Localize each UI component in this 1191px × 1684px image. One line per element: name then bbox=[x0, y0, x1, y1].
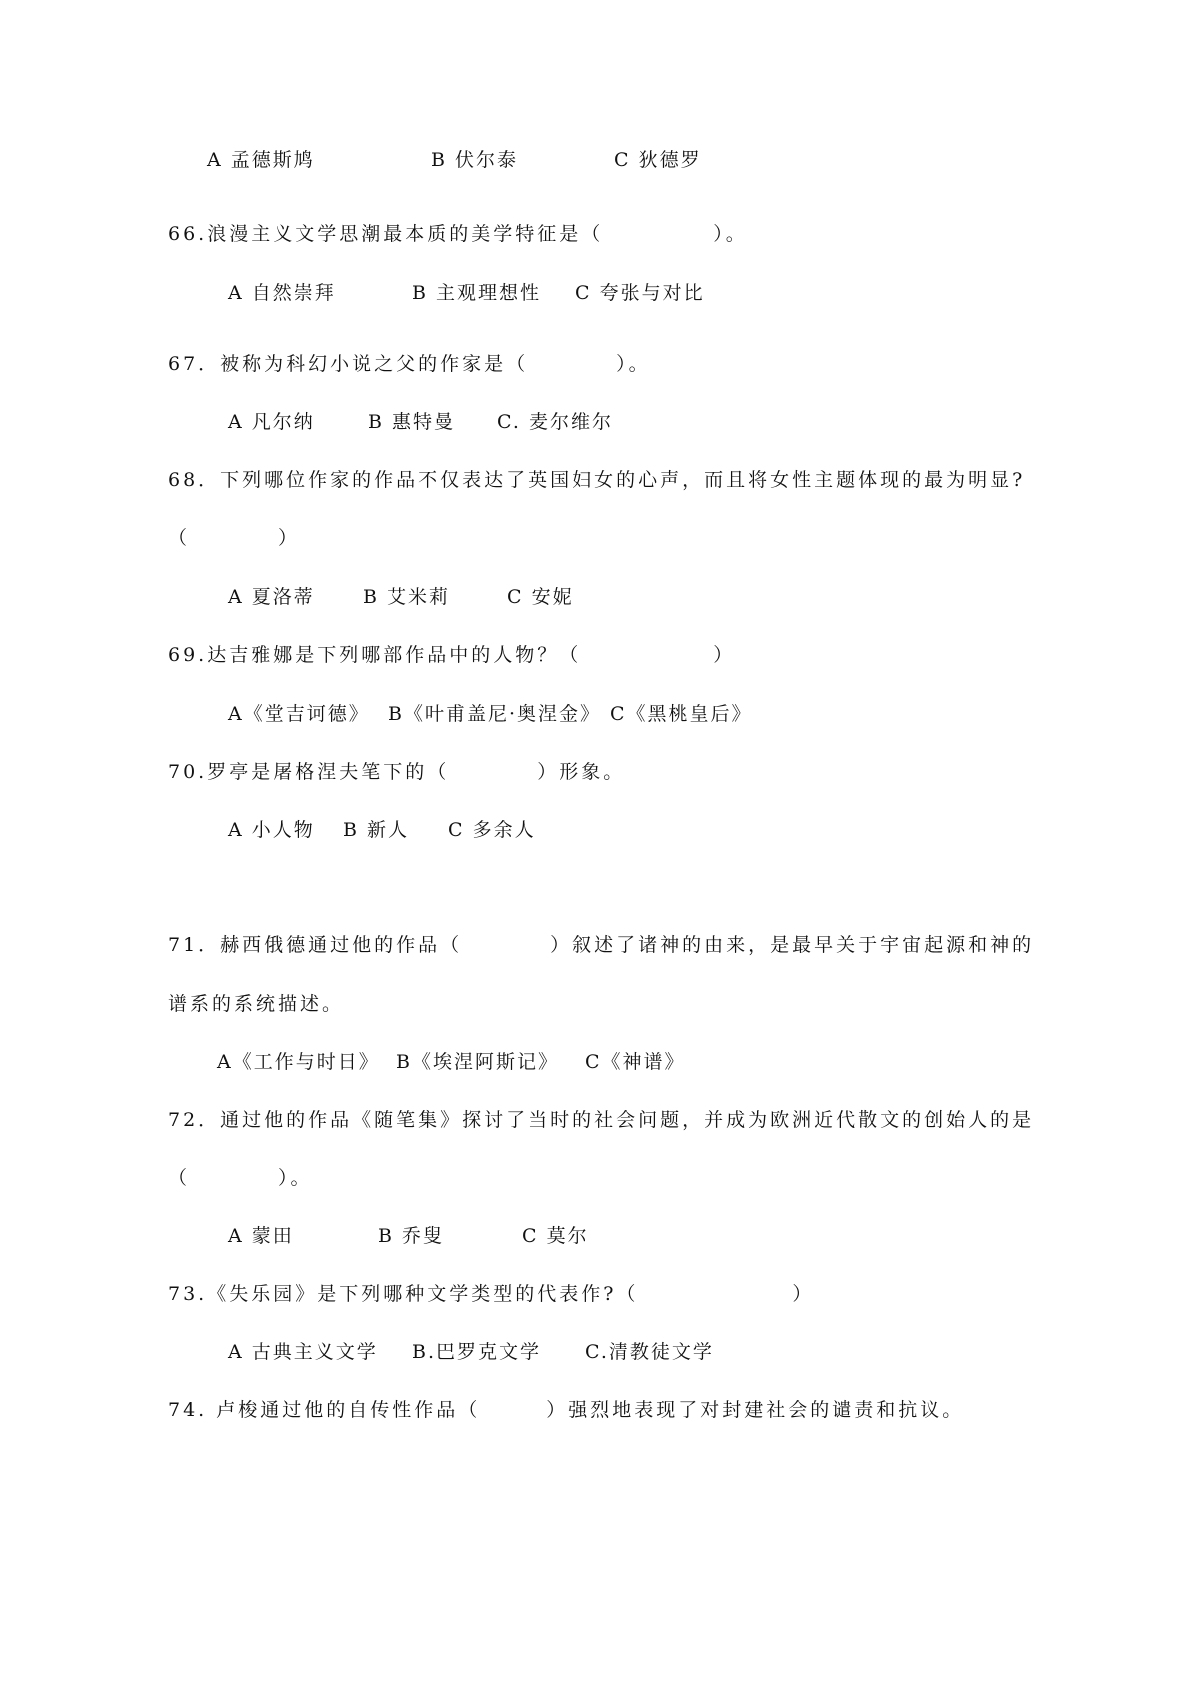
q74-stem: 74. 卢梭通过他的自传性作品（ ）强烈地表现了对封建社会的谴责和抗议。 bbox=[168, 1399, 965, 1421]
q66-option-c: C 夸张与对比 bbox=[575, 282, 705, 304]
q73-option-b: B.巴罗克文学 bbox=[412, 1341, 542, 1363]
q71-stem: 71．赫西俄德通过他的作品（ ）叙述了诸神的由来，是最早关于宇宙起源和神的 bbox=[168, 934, 1035, 956]
q72-option-c: C 莫尔 bbox=[522, 1225, 589, 1247]
q67-stem: 67．被称为科幻小说之父的作家是（ ）。 bbox=[168, 353, 651, 375]
q67-option-c: C. 麦尔维尔 bbox=[497, 411, 613, 433]
q65-option-b: B 伏尔泰 bbox=[431, 149, 519, 171]
q71-stem-cont: 谱系的系统描述。 bbox=[168, 993, 345, 1015]
q68-stem-blank: （ ） bbox=[168, 527, 301, 549]
q65-option-a: A 孟德斯鸠 bbox=[207, 149, 315, 171]
q67-option-a: A 凡尔纳 bbox=[228, 411, 315, 433]
q73-option-c: C.清教徒文学 bbox=[585, 1341, 714, 1363]
q68-option-a: A 夏洛蒂 bbox=[228, 586, 315, 608]
q72-option-a: A 蒙田 bbox=[228, 1225, 294, 1247]
q70-option-a: A 小人物 bbox=[228, 819, 315, 841]
q66-option-a: A 自然崇拜 bbox=[228, 282, 336, 304]
q67-option-b: B 惠特曼 bbox=[368, 411, 456, 433]
q68-stem: 68．下列哪位作家的作品不仅表达了英国妇女的心声，而且将女性主题体现的最为明显? bbox=[168, 469, 1026, 491]
q70-stem: 70.罗亭是屠格涅夫笔下的（ ）形象。 bbox=[168, 761, 626, 783]
q72-stem: 72．通过他的作品《随笔集》探讨了当时的社会问题，并成为欧洲近代散文的创始人的是 bbox=[168, 1109, 1035, 1131]
q71-option-b: B《埃涅阿斯记》 bbox=[396, 1051, 559, 1073]
q66-option-b: B 主观理想性 bbox=[412, 282, 542, 304]
q70-option-c: C 多余人 bbox=[448, 819, 536, 841]
q69-option-a: A《堂吉诃德》 bbox=[228, 703, 370, 725]
q72-option-b: B 乔叟 bbox=[378, 1225, 445, 1247]
q73-stem: 73.《失乐园》是下列哪种文学类型的代表作?（ ） bbox=[168, 1283, 815, 1305]
q72-stem-blank: （ ）。 bbox=[168, 1167, 313, 1189]
q68-option-c: C 安妮 bbox=[507, 586, 574, 608]
q68-option-b: B 艾米莉 bbox=[363, 586, 451, 608]
q73-option-a: A 古典主义文学 bbox=[228, 1341, 378, 1363]
q70-option-b: B 新人 bbox=[343, 819, 410, 841]
q65-option-c: C 狄德罗 bbox=[614, 149, 702, 171]
q71-option-c: C《神谱》 bbox=[585, 1051, 686, 1073]
q69-option-b: B《叶甫盖尼·奥涅金》 bbox=[388, 703, 602, 725]
q71-option-a: A《工作与时日》 bbox=[217, 1051, 380, 1073]
q69-option-c: C《黑桃皇后》 bbox=[610, 703, 753, 725]
q69-stem: 69.达吉雅娜是下列哪部作品中的人物？（ ） bbox=[168, 644, 736, 666]
q66-stem: 66.浪漫主义文学思潮最本质的美学特征是（ ）。 bbox=[168, 223, 748, 245]
